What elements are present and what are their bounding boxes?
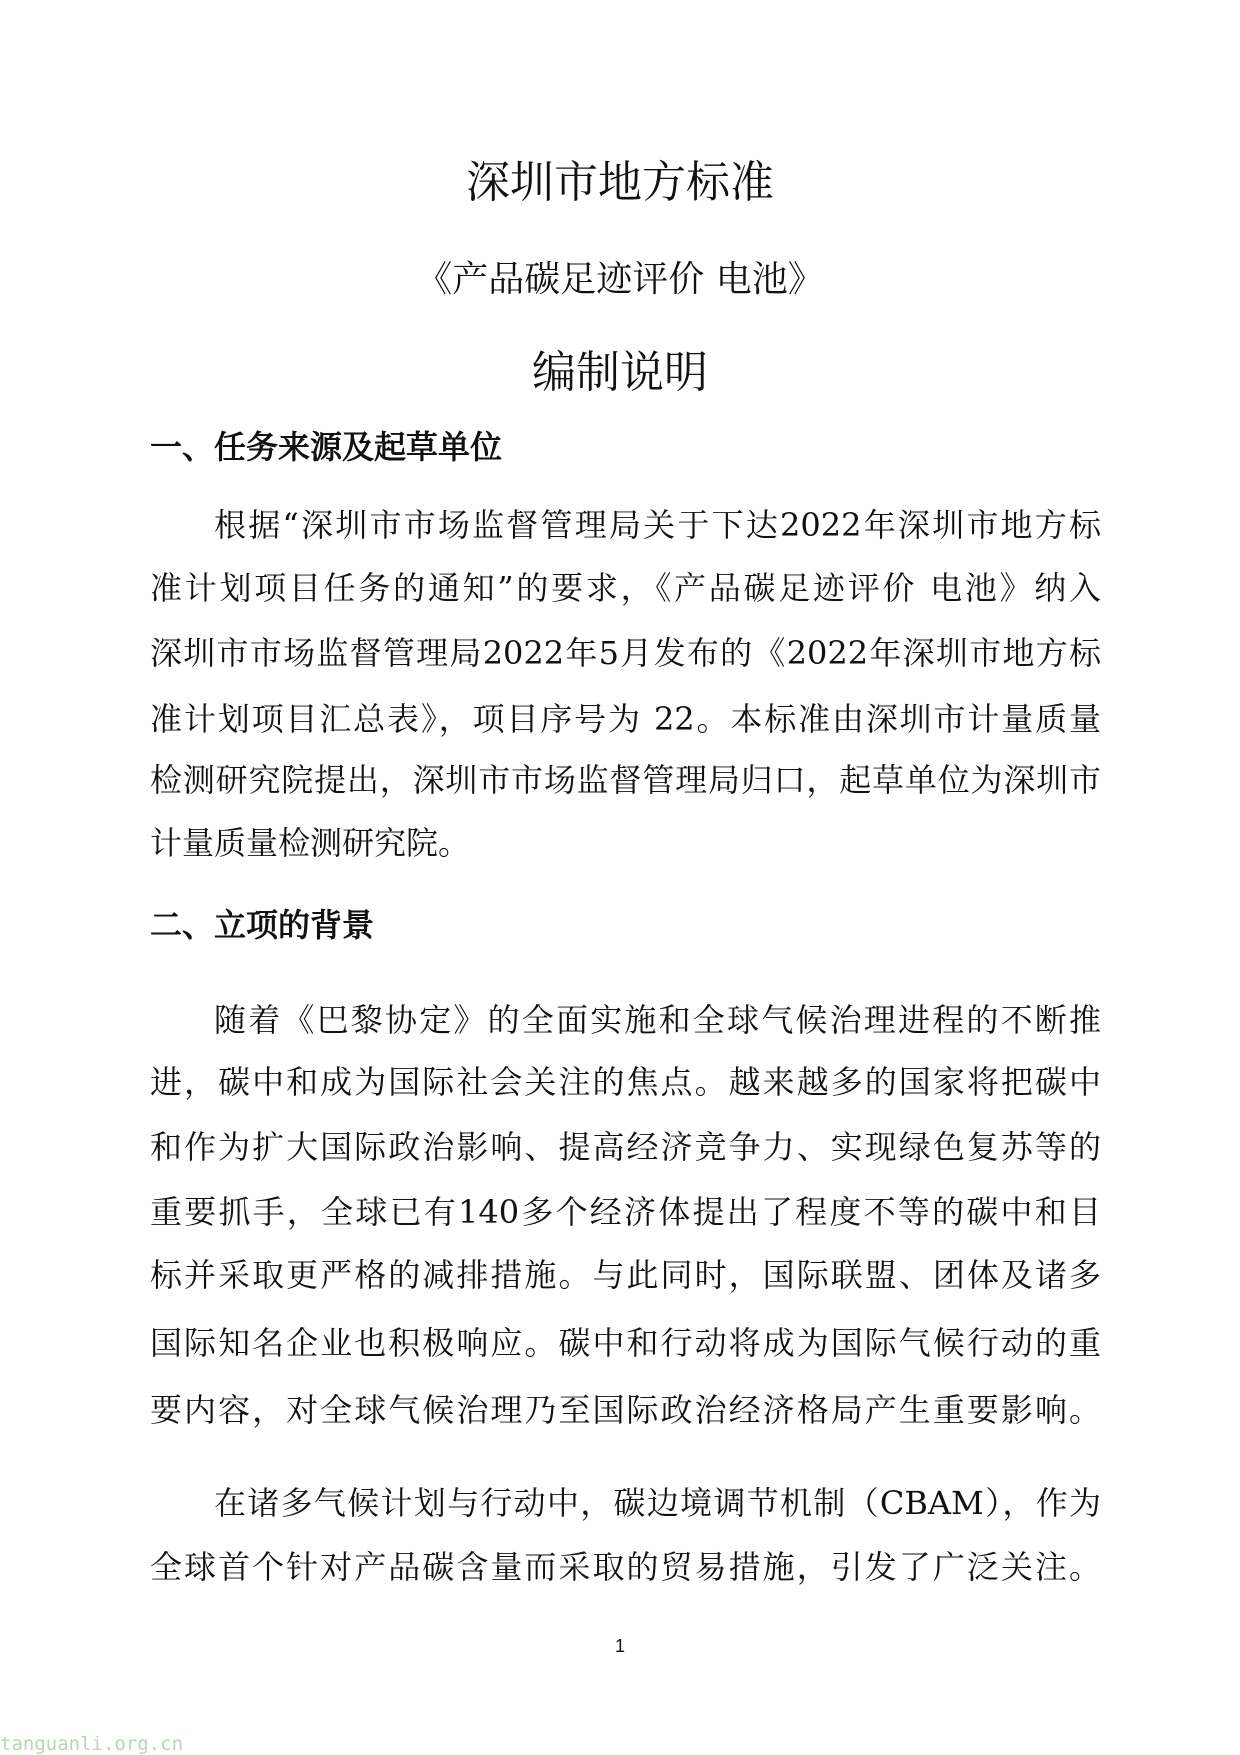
section-heading-1: 一、任务来源及起草单位 [150, 428, 503, 466]
page-number: 1 [614, 1636, 625, 1656]
paragraph-line: 准计划项目汇总表》，项目序号为 22。本标准由深圳市计量质量 [150, 700, 1101, 738]
watermark: tanguanli.org.cn [0, 1733, 184, 1755]
paragraph-line: 国际知名企业也积极响应。碳中和行动将成为国际气候行动的重 [150, 1324, 1101, 1362]
paragraph-line: 在诸多气候计划与行动中，碳边境调节机制（CBAM），作为 [214, 1484, 1101, 1522]
paragraph-line: 进，碳中和成为国际社会关注的焦点。越来越多的国家将把碳中 [150, 1063, 1101, 1101]
section-heading-2: 二、立项的背景 [150, 906, 375, 944]
paragraph-line: 全球首个针对产品碳含量而采取的贸易措施，引发了广泛关注。 [150, 1548, 1101, 1586]
paragraph-line: 重要抓手，全球已有140多个经济体提出了程度不等的碳中和目 [150, 1193, 1101, 1231]
paragraph-line: 计量质量检测研究院。 [150, 824, 471, 862]
paragraph-line: 要内容，对全球气候治理乃至国际政治经济格局产生重要影响。 [150, 1391, 1101, 1429]
paragraph-line: 深圳市市场监督管理局2022年5月发布的《2022年深圳市地方标 [150, 634, 1101, 672]
document-subtitle: 《产品碳足迹评价 电池》 [416, 259, 824, 300]
paragraph-line: 检测研究院提出，深圳市市场监督管理局归口，起草单位为深圳市 [150, 761, 1101, 799]
paragraph-line: 标并采取更严格的减排措施。与此同时，国际联盟、团体及诸多 [150, 1256, 1101, 1294]
paragraph-line: 根据“深圳市市场监督管理局关于下达2022年深圳市地方标 [214, 506, 1101, 544]
paragraph-line: 和作为扩大国际政治影响、提高经济竞争力、实现绿色复苏等的 [150, 1128, 1101, 1166]
document-type-heading: 编制说明 [532, 347, 708, 398]
paragraph-line: 准计划项目任务的通知”的要求，《产品碳足迹评价 电池》纳入 [150, 569, 1101, 607]
document-title: 深圳市地方标准 [466, 157, 774, 208]
paragraph-line: 随着《巴黎协定》的全面实施和全球气候治理进程的不断推 [214, 1001, 1101, 1039]
